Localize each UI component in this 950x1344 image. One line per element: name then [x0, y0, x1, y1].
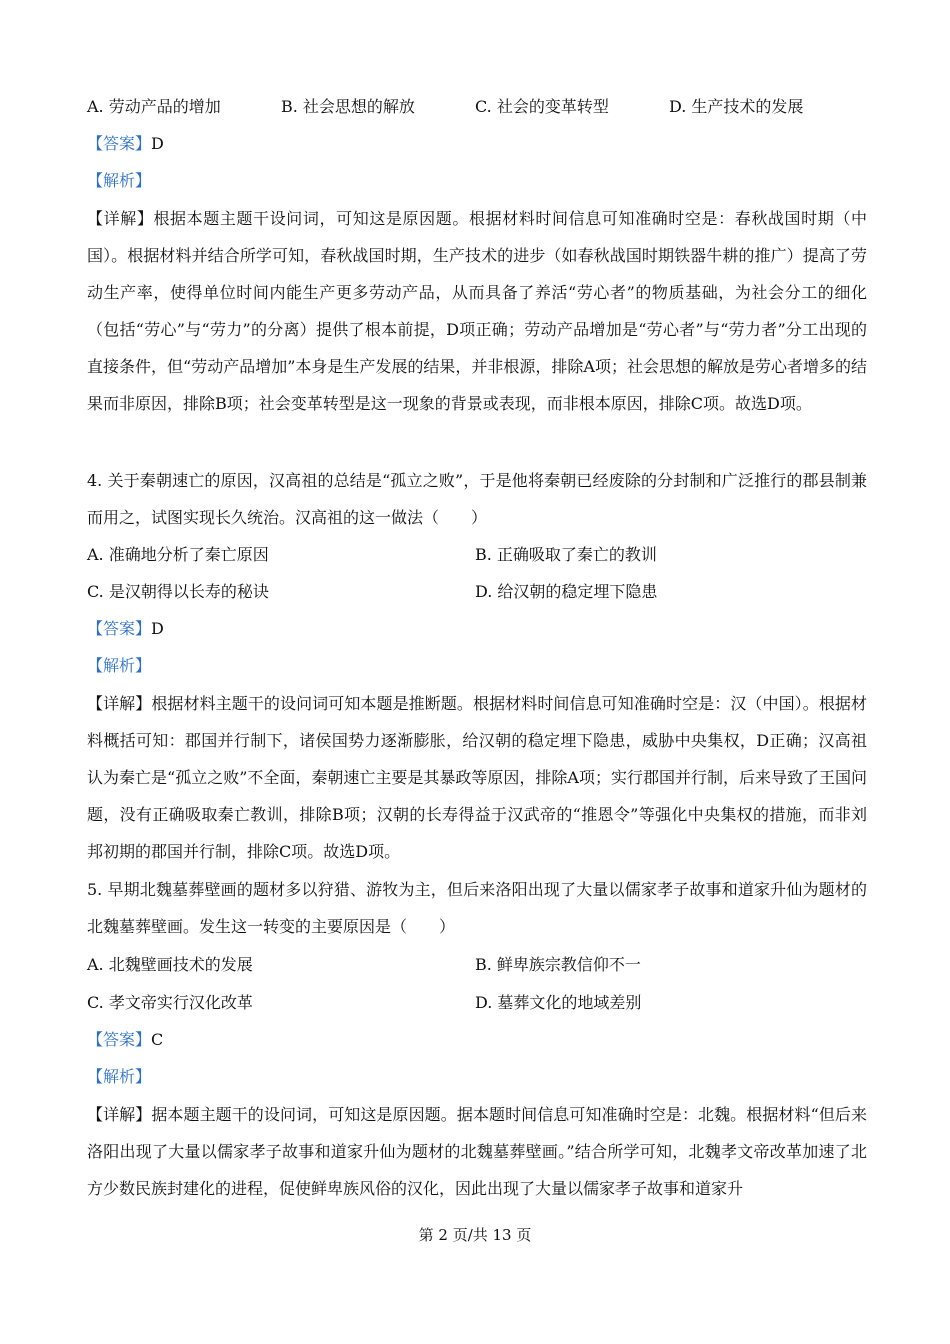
q5-detail-text: 据本题主题干的设问词，可知这是原因题。据本题时间信息可知准确时空是：北魏。根据材料“但后来洛阳出现了大量以儒家孝子故事和道家升仙为题材的北魏墓葬壁画。”结合所学可知，北魏孝文帝改革加速了北方少数民族封建化的进程，促使鲜卑族风俗的汉化，因此出现了大量以儒家孝子故事和道家升 [87, 1105, 867, 1198]
q4-detail-text: 根据材料主题干的设问词可知本题是推断题。根据材料时间信息可知准确时空是：汉（中国）。根据材料概括可知：郡国并行制下，诸侯国势力逐渐膨胀，给汉朝的稳定埋下隐患，威胁中央集权，D正确；汉高祖认为秦亡是“孤立之败”不全面，秦朝速亡主要是其暴政等原因，排除A项；实行郡国并行制，后来导致了王国问题，没有正确吸取秦亡教训，排除B项；汉朝的长寿得益于汉武帝的“推恩令”等强化中央集权的措施，而非刘邦初期的郡国并行制，排除C项。故选D项。 [87, 694, 867, 861]
q5-option-c: C. 孝文帝实行汉化改革 [87, 993, 253, 1012]
q3-detail-text: 根据本题主题干设问词，可知这是原因题。根据材料时间信息可知准确时空是：春秋战国时期（中国）。根据材料并结合所学可知，春秋战国时期，生产技术的进步（如春秋战国时期铁器牛耕的推广）提高了劳动生产率，使得单位时间内能生产更多劳动产品，从而具备了养活“劳心者”的物质基础，为社会分工的细化（包括“劳心”与“劳力”的分离）提供了根本前提，D项正确；劳动产品增加是“劳心者”与“劳力者”分工出现的直接条件，但“劳动产品增加”本身是生产发展的结果，并非根源，排除A项；社会思想的解放是劳心者增多的结果而非原因，排除B项；社会变革转型是这一现象的背景或表现，而非根本原因，排除C项。故选D项。 [87, 209, 867, 413]
q4-analysis-label: 【解析】 [87, 656, 152, 675]
q4-option-d: D. 给汉朝的稳定埋下隐患 [475, 582, 658, 601]
q3-option-c: C. 社会的变革转型 [475, 97, 609, 116]
page-number-footer: 第 2 页/共 13 页 [418, 1226, 532, 1244]
q4-detail [87, 685, 867, 870]
q4-option-b: B. 正确吸取了秦亡的教训 [475, 545, 657, 564]
q3-answer [87, 132, 164, 156]
q3-detail-label: 【详解】 [87, 209, 154, 228]
q3-option-b: B. 社会思想的解放 [281, 97, 415, 116]
q5-detail-label: 【详解】 [87, 1105, 152, 1124]
q4-option-c: C. 是汉朝得以长寿的秘诀 [87, 582, 269, 601]
q5-answer [87, 1028, 163, 1052]
q4-option-a: A. 准确地分析了秦亡原因 [87, 545, 269, 564]
q3-detail [87, 200, 867, 422]
q5-answer-label: 【答案】 [87, 1030, 152, 1049]
q5-answer-value: C [151, 1030, 164, 1049]
q3-answer-value: D [151, 134, 164, 153]
q5-option-a: A. 北魏壁画技术的发展 [87, 955, 253, 974]
q5-stem: 5. 早期北魏墓葬壁画的题材多以狩猎、游牧为主，但后来洛阳出现了大量以儒家孝子故事和道家升仙为题材的北魏墓葬壁画。发生这一转变的主要原因是（ ） [87, 880, 867, 936]
q5-detail [87, 1096, 867, 1207]
q4-answer-label: 【答案】 [87, 619, 152, 638]
q5-option-d: D. 墓葬文化的地域差别 [475, 993, 642, 1012]
q4-answer-value: D [151, 619, 164, 638]
q3-analysis-label: 【解析】 [87, 171, 152, 190]
q4-detail-label: 【详解】 [87, 694, 152, 713]
q3-option-a: A. 劳动产品的增加 [87, 97, 221, 116]
q4-answer [87, 617, 164, 641]
q4-stem: 4. 关于秦朝速亡的原因，汉高祖的总结是“孤立之败”，于是他将秦朝已经废除的分封制和广泛推行的郡县制兼而用之，试图实现长久统治。汉高祖的这一做法（ ） [87, 471, 867, 527]
q5-option-b: B. 鲜卑族宗教信仰不一 [475, 955, 641, 974]
q3-answer-label: 【答案】 [87, 134, 152, 153]
q3-option-d: D. 生产技术的发展 [669, 97, 804, 116]
q5-analysis-label: 【解析】 [87, 1067, 152, 1086]
